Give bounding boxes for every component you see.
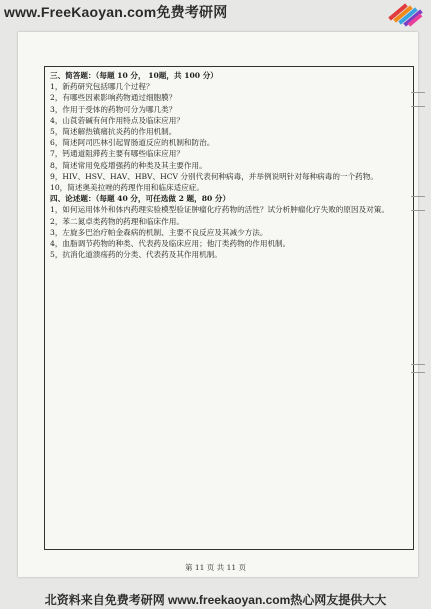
rainbow-stripes-logo-icon — [383, 0, 425, 30]
question-item: 2，有哪些因素影响药物通过细胞膜？ — [50, 93, 177, 103]
site-header — [0, 0, 431, 24]
scan-edge-mark — [411, 210, 425, 211]
question-item: 4，血脂调节药物的种类、代表药及临床应用；他汀类药物的作用机制。 — [50, 239, 291, 249]
question-item: 3，作用于受体的药物可分为哪几类？ — [50, 104, 177, 114]
footer-banner: 北资料来自免费考研网 www.freekaoyan.com热心网友提供大大 — [44, 592, 387, 607]
scan-edge-mark — [411, 196, 425, 197]
section-heading-short-answer: 三、简答题：（每题 10 分， 10题，共 100 分） — [50, 71, 218, 80]
exam-content — [50, 70, 412, 260]
question-item: 9，HIV、HSV、HAV、HBV、HCV 分别代表何种病毒，并举例说明针对每种病毒的一个药物。 — [50, 171, 378, 181]
site-banner: www.FreeKaoyan.com免费考研网 — [4, 4, 228, 20]
question-item: 10，简述奥美拉唑的药理作用和临床适应症。 — [50, 183, 204, 193]
question-item: 4，山莨菪碱有何作用特点及临床应用？ — [50, 115, 184, 125]
question-item: 1，如何运用体外和体内药理实验模型验证肿瘤化疗药物的活性？试分析肿瘤化疗失败的原因及对策。 — [50, 205, 389, 215]
question-item: 5，抗消化道溃疡药的分类、代表药及其作用机制。 — [50, 250, 222, 260]
section-heading-essay: 四、论述题：（每题 40 分，可任选做 2 题，80 分） — [50, 194, 231, 204]
question-item: 3，左旋多巴治疗帕金森病的机制、主要不良反应及其减少方法。 — [50, 227, 268, 237]
question-item: 6，简述阿司匹林引起胃肠道反应的机制和防治。 — [50, 138, 215, 148]
site-footer — [0, 589, 431, 609]
scan-edge-mark — [411, 372, 425, 373]
question-item: 2，苯二氮卓类药物的药理和临床作用。 — [50, 216, 184, 226]
scan-edge-mark — [411, 92, 425, 93]
question-item: 5，简述解热镇痛抗炎药的作用机制。 — [50, 127, 177, 137]
scan-edge-mark — [411, 106, 425, 107]
question-item: 1，新药研究包括哪几个过程？ — [50, 82, 154, 92]
scan-edge-mark — [411, 364, 425, 365]
question-item: 7，钙通道阻滞药主要有哪些临床应用？ — [50, 149, 184, 159]
question-item: 8，简述常用免疫增强药的种类及其主要作用。 — [50, 160, 207, 170]
page-number: 第 11 页 共 11 页 — [184, 563, 246, 572]
